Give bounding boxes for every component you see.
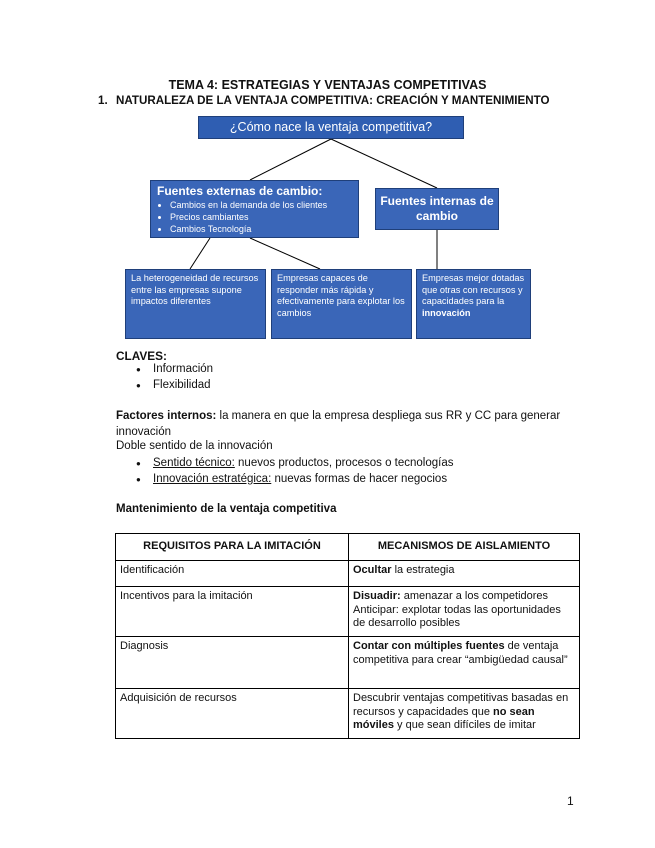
section-number: 1. <box>98 94 108 107</box>
table-cell: Adquisición de recursos <box>116 689 349 739</box>
doble-sentido-text: Doble sentido de la innovación <box>116 440 273 452</box>
list-item-label: Sentido técnico: <box>153 457 235 469</box>
table-cell: Identificación <box>116 561 349 587</box>
innovation-box-text: Empresas mejor dotadas que otras con recursos y capacidades para la <box>422 273 525 307</box>
external-sources-title: Fuentes externas de cambio: <box>157 184 323 198</box>
table-cell <box>349 587 580 637</box>
list-item: • Cambios Tecnología <box>170 223 352 235</box>
factores-label: Factores internos: <box>116 410 217 422</box>
document-title: TEMA 4: ESTRATEGIAS Y VENTAJAS COMPETITIVAS <box>168 78 487 92</box>
internal-sources-box: Fuentes internas de cambio <box>375 188 499 230</box>
cell-text: la estrategia <box>391 564 455 576</box>
table-cell: Incentivos para la imitación <box>116 587 349 637</box>
factores-text: la manera en que la empresa despliega sus RR y CC para generar innovación <box>116 410 561 438</box>
list-item: ● Información <box>131 362 213 378</box>
mantenimiento-heading: Mantenimiento de la ventaja competitiva <box>116 503 337 515</box>
external-sources-list <box>157 199 352 235</box>
table-row <box>116 637 580 689</box>
cell-bold: no sean móviles <box>353 705 535 731</box>
cell-text: de ventaja competitiva para crear “ambigüedad causal” <box>353 640 568 666</box>
list-item: • Cambios en la demanda de los clientes <box>170 199 352 211</box>
claves-list <box>131 362 213 393</box>
cell-text: Anticipar: explotar todas las oportunidades de desarrollo posibles <box>353 603 561 629</box>
table-row <box>116 587 580 637</box>
list-item: • Precios cambiantes <box>170 211 352 223</box>
table-cell <box>349 689 580 739</box>
innovation-list <box>131 456 453 487</box>
table-cell: Diagnosis <box>116 637 349 689</box>
list-item <box>131 472 453 488</box>
table-row <box>116 561 580 587</box>
responsive-firms-box: Empresas capaces de responder más rápida y efectivamente para explotar los cambios <box>271 269 412 339</box>
table-cell <box>349 637 580 689</box>
list-item-label: Innovación estratégica: <box>153 472 272 485</box>
claves-heading: CLAVES: <box>116 349 167 363</box>
cell-bold: Ocultar <box>353 564 392 576</box>
external-sources-box <box>150 180 359 238</box>
innovation-box-bold: innovación <box>422 307 471 318</box>
column-header: REQUISITOS PARA LA IMITACIÓN <box>116 534 349 561</box>
table-cell <box>349 561 580 587</box>
cell-bold: Disuadir: <box>353 590 401 602</box>
cell-text: Descubrir ventajas competitivas basadas en recursos y capacidades que <box>353 692 569 718</box>
list-item-text: nuevas formas de hacer negocios <box>271 472 448 485</box>
isolation-mechanisms-table <box>115 533 580 739</box>
section-title: NATURALEZA DE LA VENTAJA COMPETITIVA: CREACIÓN Y MANTENIMIENTO <box>116 94 550 107</box>
cell-text: amenazar a los competidores <box>400 590 549 602</box>
cell-text: y que sean difíciles de imitar <box>393 719 536 731</box>
column-header: MECANISMOS DE AISLAMIENTO <box>349 534 580 561</box>
list-item-text: nuevos productos, procesos o tecnologías <box>234 457 454 469</box>
factores-paragraph <box>116 409 586 440</box>
cell-bold: Contar con múltiples fuentes <box>353 640 505 652</box>
diagram-root-box: ¿Cómo nace la ventaja competitiva? <box>198 116 464 139</box>
list-item: ● Flexibilidad <box>131 378 213 394</box>
innovation-box <box>416 269 531 339</box>
list-item <box>131 456 453 472</box>
page-number: 1 <box>567 794 574 808</box>
table-header-row <box>116 534 580 561</box>
table-row <box>116 689 580 739</box>
heterogeneity-box: La heterogeneidad de recursos entre las empresas supone impactos diferentes <box>125 269 266 339</box>
